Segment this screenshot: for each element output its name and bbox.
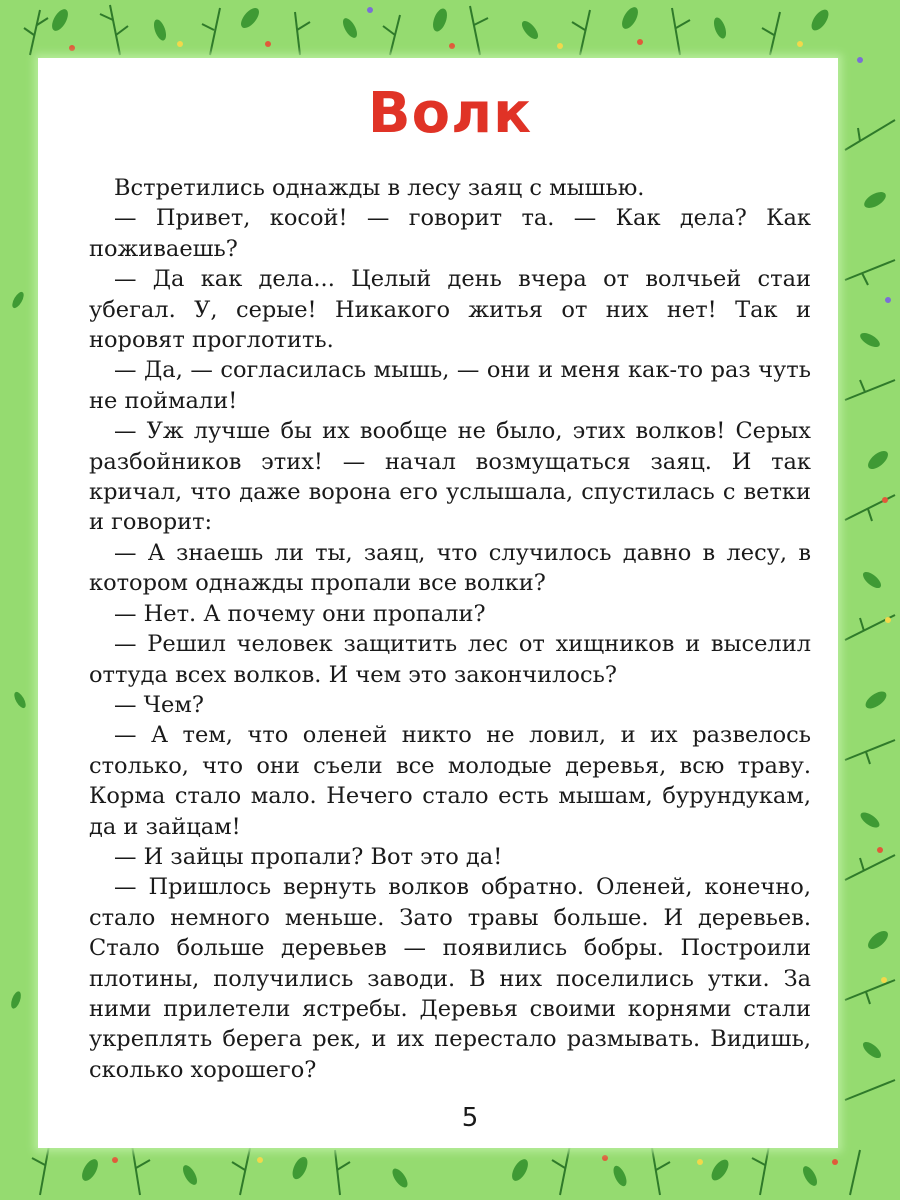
paragraph: — А тем, что оленей никто не ловил, и их развелось столько, что они съели все молодые деревья, всю траву. Корма стало мало. Нечего стало есть мышам, бурундукам, да и зайцам!	[89, 722, 811, 840]
paragraph: — Нет. А почему они пропали?	[114, 600, 486, 627]
paragraph: — Уж лучше бы их вообще не было, этих волков! Серых разбойников этих! — начал возмущаться заяц. И так кричал, что даже ворона его услышала, спустилась с ветки и говорит:	[89, 418, 811, 536]
paragraph: — Привет, косой! — говорит та. — Как дела? Как поживаешь?	[89, 205, 811, 262]
paragraph: — Да, — согласилась мышь, — они и меня как-то раз чуть не поймали!	[89, 357, 811, 414]
paragraph: Встретились однажды в лесу заяц с мышью.	[114, 175, 645, 201]
paragraph: — Да как дела... Целый день вчера от волчьей стаи убегал. У, серые! Никакого житья от них нет! Так и норовят проглотить.	[89, 266, 811, 354]
paragraph: — Чем?	[114, 691, 204, 718]
story-title: Волк	[367, 81, 533, 146]
paragraph: — И зайцы пропали? Вот это да!	[114, 843, 503, 870]
story-text	[89, 173, 811, 1085]
paragraph: — Решил человек защитить лес от хищников и выселил оттуда всех волков. И чем это закончилось?	[89, 631, 811, 688]
paragraph: — Пришлось вернуть волков обратно. Оленей, конечно, стало немного меньше. Зато травы больше. И деревьев. Стало больше деревьев — появились бобры. Построили плотины, получились заводи. В них поселились утки. За ними прилетели ястребы. Деревья своими корнями стали укреплять берега рек, и их перестало размывать. Видишь, сколько хорошего?	[89, 874, 811, 1083]
page-number: 5	[461, 1103, 479, 1133]
paragraph: — А знаешь ли ты, заяц, что случилось давно в лесу, в котором однажды пропали все волки?	[89, 539, 811, 597]
